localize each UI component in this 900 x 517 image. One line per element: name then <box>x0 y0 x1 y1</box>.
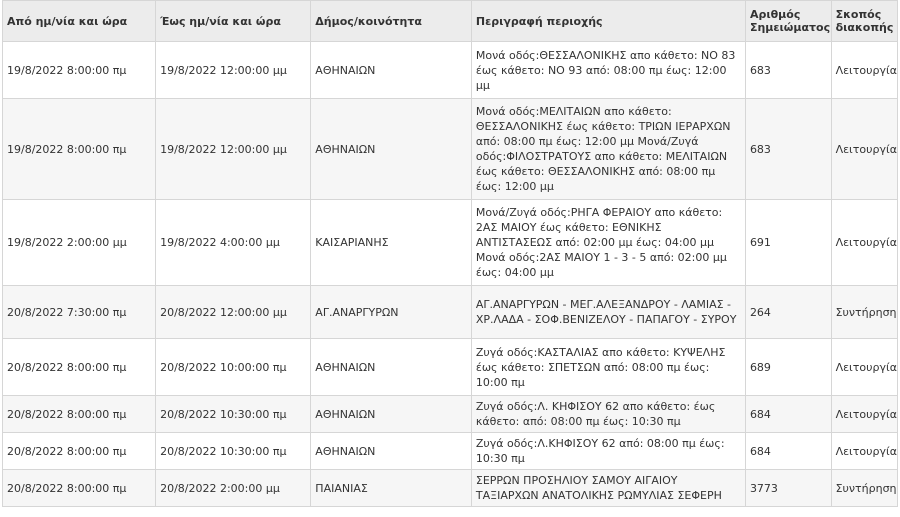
cell-municipality: ΑΘΗΝΑΙΩΝ <box>311 99 472 200</box>
cell-from: 20/8/2022 8:00:00 πμ <box>3 470 156 507</box>
cell-purpose: Συντήρηση <box>831 286 897 339</box>
cell-point-number: 683 <box>745 42 831 99</box>
cell-municipality: ΚΑΙΣΑΡΙΑΝΗΣ <box>311 200 472 286</box>
table-row <box>3 339 898 396</box>
cell-to: 20/8/2022 12:00:00 μμ <box>156 286 311 339</box>
cell-to: 20/8/2022 2:00:00 μμ <box>156 470 311 507</box>
cell-to: 20/8/2022 10:30:00 πμ <box>156 433 311 470</box>
cell-description: Μονά οδός:ΘΕΣΣΑΛΟΝΙΚΗΣ απο κάθετο: ΝΟ 83 έως κάθετο: ΝΟ 93 από: 08:00 πμ έως: 12:00 μμ <box>471 42 745 99</box>
cell-municipality: ΑΘΗΝΑΙΩΝ <box>311 396 472 433</box>
cell-from: 20/8/2022 8:00:00 πμ <box>3 396 156 433</box>
table-row <box>3 42 898 99</box>
table-row <box>3 200 898 286</box>
cell-to: 20/8/2022 10:30:00 πμ <box>156 396 311 433</box>
cell-purpose: Λειτουργία <box>831 42 897 99</box>
header-to: Έως ημ/νία και ώρα <box>156 1 311 42</box>
cell-purpose: Λειτουργία <box>831 200 897 286</box>
header-purpose: Σκοπός διακοπής <box>831 1 897 42</box>
cell-from: 19/8/2022 8:00:00 πμ <box>3 99 156 200</box>
header-description: Περιγραφή περιοχής <box>471 1 745 42</box>
cell-description: Ζυγά οδός:Λ.ΚΗΦΙΣΟΥ 62 από: 08:00 πμ έως: 10:30 πμ <box>471 433 745 470</box>
cell-description: Ζυγά οδός:ΚΑΣΤΑΛΙΑΣ απο κάθετο: ΚΥΨΕΛΗΣ έως κάθετο: ΣΠΕΤΣΩΝ από: 08:00 πμ έως: 10:00 πμ <box>471 339 745 396</box>
table-row <box>3 470 898 507</box>
cell-to: 19/8/2022 4:00:00 μμ <box>156 200 311 286</box>
cell-description: Μονά/Ζυγά οδός:ΡΗΓΑ ΦΕΡΑΙΟΥ απο κάθετο: 2ΑΣ ΜΑΙΟΥ έως κάθετο: ΕΘΝΙΚΗΣ ΑΝΤΙΣΤΑΣΕΩΣ από: 02:00 μμ έως: 04:00 μμ Μονά οδός:2ΑΣ ΜΑΙΟΥ 1 - 3 - 5 από: 02:00 μμ έως: 04:00 μμ <box>471 200 745 286</box>
cell-description: Μονά οδός:ΜΕΛΙΤΑΙΩΝ απο κάθετο: ΘΕΣΣΑΛΟΝΙΚΗΣ έως κάθετο: ΤΡΙΩΝ ΙΕΡΑΡΧΩΝ από: 08:00 πμ έως: 12:00 μμ Μονά/Ζυγά οδός:ΦΙΛΟΣΤΡΑΤΟΥΣ απο κάθετο: ΜΕΛΙΤΑΙΩΝ έως κάθετο: ΘΕΣΣΑΛΟΝΙΚΗΣ από: 08:00 πμ έως: 12:00 μμ <box>471 99 745 200</box>
cell-point-number: 683 <box>745 99 831 200</box>
table-row <box>3 286 898 339</box>
cell-to: 20/8/2022 10:00:00 πμ <box>156 339 311 396</box>
outages-table <box>2 0 898 507</box>
cell-from: 20/8/2022 8:00:00 πμ <box>3 433 156 470</box>
cell-point-number: 684 <box>745 433 831 470</box>
cell-from: 20/8/2022 8:00:00 πμ <box>3 339 156 396</box>
table-row <box>3 396 898 433</box>
cell-purpose: Λειτουργία <box>831 339 897 396</box>
header-municipality: Δήμος/κοινότητα <box>311 1 472 42</box>
cell-to: 19/8/2022 12:00:00 μμ <box>156 99 311 200</box>
cell-point-number: 3773 <box>745 470 831 507</box>
cell-point-number: 691 <box>745 200 831 286</box>
table-row <box>3 433 898 470</box>
cell-description: ΑΓ.ΑΝΑΡΓΥΡΩΝ - ΜΕΓ.ΑΛΕΞΑΝΔΡΟΥ - ΛΑΜΙΑΣ - ΧΡ.ΛΑΔΑ - ΣΟΦ.ΒΕΝΙΖΕΛΟΥ - ΠΑΠΑΓΟΥ - ΣΥΡΟΥ <box>471 286 745 339</box>
cell-municipality: ΑΘΗΝΑΙΩΝ <box>311 42 472 99</box>
cell-from: 19/8/2022 2:00:00 μμ <box>3 200 156 286</box>
cell-municipality: ΠΑΙΑΝΙΑΣ <box>311 470 472 507</box>
cell-point-number: 689 <box>745 339 831 396</box>
header-from: Από ημ/νία και ώρα <box>3 1 156 42</box>
cell-description: Ζυγά οδός:Λ. ΚΗΦΙΣΟΥ 62 απο κάθετο: έως κάθετο: από: 08:00 πμ έως: 10:30 πμ <box>471 396 745 433</box>
cell-municipality: ΑΘΗΝΑΙΩΝ <box>311 339 472 396</box>
table-header-row <box>3 1 898 42</box>
cell-municipality: ΑΘΗΝΑΙΩΝ <box>311 433 472 470</box>
cell-point-number: 684 <box>745 396 831 433</box>
cell-from: 19/8/2022 8:00:00 πμ <box>3 42 156 99</box>
cell-purpose: Συντήρηση <box>831 470 897 507</box>
header-point-number: Αριθμός Σημειώματος <box>745 1 831 42</box>
cell-purpose: Λειτουργία <box>831 396 897 433</box>
cell-purpose: Λειτουργία <box>831 433 897 470</box>
table-row <box>3 99 898 200</box>
cell-to: 19/8/2022 12:00:00 μμ <box>156 42 311 99</box>
cell-point-number: 264 <box>745 286 831 339</box>
cell-purpose: Λειτουργία <box>831 99 897 200</box>
cell-municipality: ΑΓ.ΑΝΑΡΓΥΡΩΝ <box>311 286 472 339</box>
cell-from: 20/8/2022 7:30:00 πμ <box>3 286 156 339</box>
cell-description: ΣΕΡΡΩΝ ΠΡΟΣΗΛΙΟΥ ΣΑΜΟΥ ΑΙΓΑΙΟΥ ΤΑΞΙΑΡΧΩΝ ΑΝΑΤΟΛΙΚΗΣ ΡΩΜΥΛΙΑΣ ΣΕΦΕΡΗ <box>471 470 745 507</box>
